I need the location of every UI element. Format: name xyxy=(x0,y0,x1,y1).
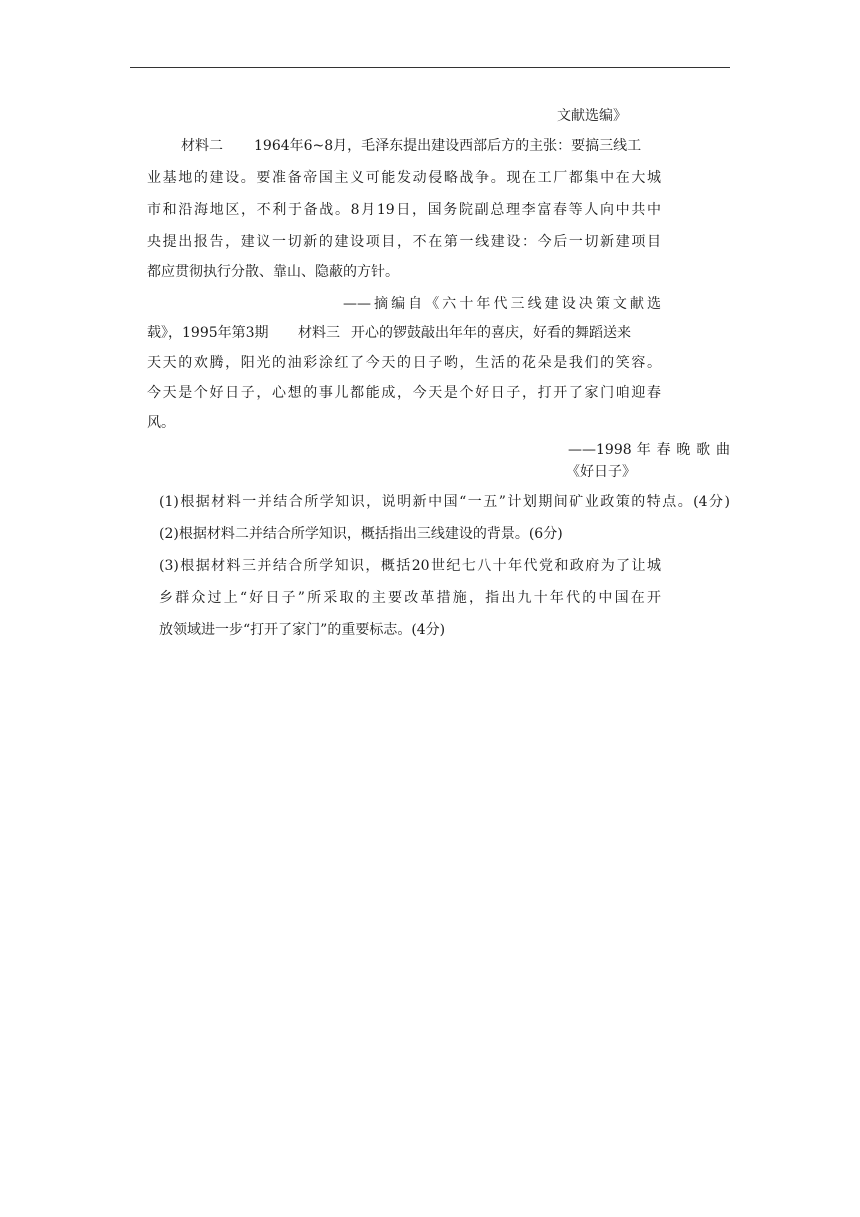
material-three-line: 天天的欢腾，阳光的油彩涂红了今天的日子哟，生活的花朵是我们的笑容。 xyxy=(147,355,661,371)
question-3-line: (3)根据材料三并结合所学知识，概括20世纪七八十年代党和政府为了让城 xyxy=(159,558,661,574)
question-3-line: 乡群众过上“好日子”所采取的主要改革措施，指出九十年代的中国在开 xyxy=(159,590,661,606)
question-3-line: 放领域进一步“打开了家门”的重要标志。(4分) xyxy=(159,622,446,638)
question-1: (1)根据材料一并结合所学知识，说明新中国“一五”计划期间矿业政策的特点。(4分) xyxy=(159,494,730,510)
material-two-line: 业基地的建设。要准备帝国主义可能发动侵略战争。现在工厂都集中在大城 xyxy=(147,170,661,186)
material-two-line: 市和沿海地区，不利于备战。8月19日，国务院副总理李富春等人向中共中 xyxy=(147,202,661,218)
question-2: (2)根据材料二并结合所学知识，概括指出三线建设的背景。(6分) xyxy=(159,526,563,542)
material-three-line: 开心的锣鼓敲出年年的喜庆，好看的舞蹈送来 xyxy=(351,325,631,341)
material-two-source-end: 载》，1995年第3期 xyxy=(147,325,269,341)
material-three-source-title: 《好日子》 xyxy=(566,464,636,480)
material-two-label: 材料二 xyxy=(181,138,223,154)
material-three-line: 风。 xyxy=(147,415,175,431)
material-two-line: 1964年6~8月，毛泽东提出建设西部后方的主张：要搞三线工 xyxy=(254,138,642,154)
material-two-source: ——摘编自《六十年代三线建设决策文献选 xyxy=(343,296,661,312)
material-two-line: 都应贯彻执行分散、靠山、隐蔽的方针。 xyxy=(147,264,399,280)
material-three-line: 今天是个好日子，心想的事儿都能成，今天是个好日子，打开了家门咱迎春 xyxy=(147,385,661,401)
header-rule xyxy=(130,67,730,68)
material-three-source: ——1998 年 春 晚 歌 曲 xyxy=(568,442,730,458)
material-three-label: 材料三 xyxy=(298,325,340,341)
material-two-line: 央提出报告，建议一切新的建设项目，不在第一线建设：今后一切新建项目 xyxy=(147,234,661,250)
source-continuation: 文献选编》 xyxy=(557,108,627,124)
